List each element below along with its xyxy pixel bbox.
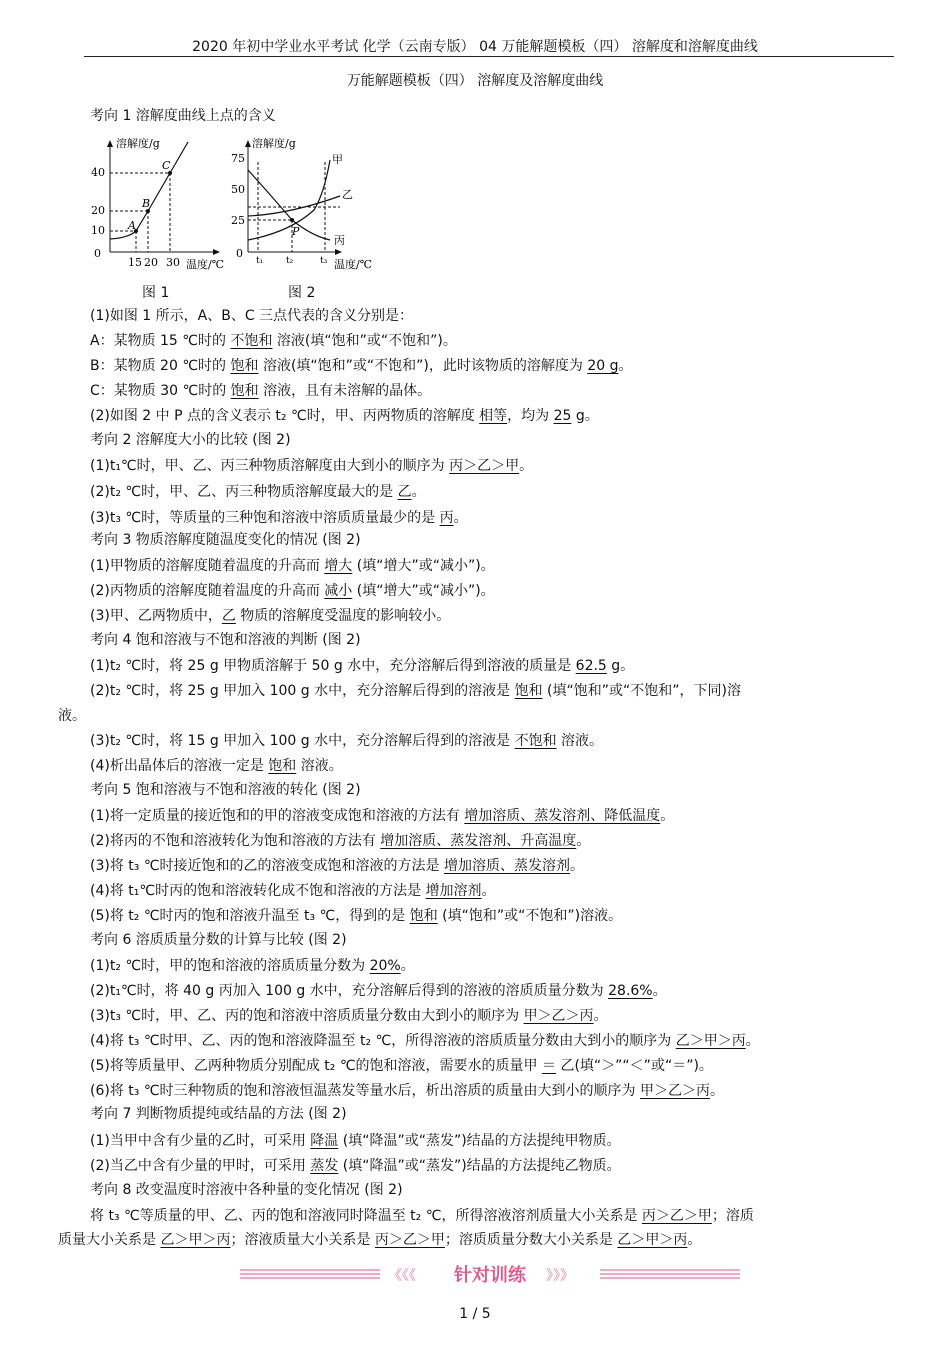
- fig1-ytick: 20: [91, 204, 105, 217]
- question-line: (2)丙物质的溶解度随着温度的升高而 减小 (填“增大”或“减小”)。: [90, 583, 495, 599]
- fig1-caption: 图 1: [142, 285, 170, 301]
- section-heading: 考向 2 溶解度大小的比较 (图 2): [90, 432, 291, 448]
- section-heading: 考向 4 饱和溶液与不饱和溶液的判断 (图 2): [90, 632, 361, 648]
- fig2-xlabel: 温度/℃: [334, 258, 373, 271]
- series-label-jia: 甲: [332, 153, 343, 166]
- doc-title: 万能解题模板（四） 溶解度及溶解度曲线: [346, 73, 604, 89]
- question-line: (1)t₁℃时，甲、乙、丙三种物质溶解度由大到小的顺序为 丙＞乙＞甲。: [90, 458, 534, 474]
- section-heading: 考向 5 饱和溶液与不饱和溶液的转化 (图 2): [90, 782, 361, 798]
- question-line: (1)将一定质量的接近饱和的甲的溶液变成饱和溶液的方法有 增加溶质、蒸发溶剂、降低温度。: [90, 808, 675, 824]
- point-label-b: B: [142, 197, 151, 210]
- answer: 20 g: [587, 358, 619, 374]
- answer: ＝: [542, 1058, 557, 1074]
- question-line: C：某物质 30 ℃时的 饱和 溶液，且有未溶解的晶体。: [90, 383, 432, 399]
- fig1-xtick: 30: [166, 256, 180, 269]
- fig1-ytick: 40: [91, 166, 105, 179]
- question-line: 将 t₃ ℃等质量的甲、乙、丙的饱和溶液同时降温至 t₂ ℃，所得溶液溶剂质量大小关系是 丙＞乙＞甲；溶质: [90, 1208, 754, 1224]
- answer: 丙＞乙＞甲: [374, 1232, 445, 1248]
- question-line: (6)将 t₃ ℃时三种物质的饱和溶液恒温蒸发等量水后，析出溶质的质量由大到小的顺序为 甲＞乙＞丙。: [90, 1083, 725, 1099]
- fig2-ylabel: 溶解度/g: [252, 137, 296, 150]
- answer: 乙＞甲＞丙: [617, 1232, 688, 1248]
- chevrons-left-icon: 《《《: [388, 1268, 416, 1284]
- answer: 不饱和: [514, 733, 557, 749]
- answer: 增加溶质、蒸发溶剂、降低温度: [464, 808, 661, 824]
- series-label-bing: 丙: [334, 234, 345, 247]
- answer: 20%: [369, 958, 401, 974]
- banner-text: 针对训练: [454, 1265, 526, 1286]
- answer: 蒸发: [310, 1158, 339, 1174]
- answer: 乙: [397, 484, 412, 500]
- section-heading: 考向 6 溶质质量分数的计算与比较 (图 2): [90, 932, 347, 948]
- answer: 饱和: [409, 908, 438, 924]
- question-line: B：某物质 20 ℃时的 饱和 溶液(填“饱和”或“不饱和”)，此时该物质的溶解度为 20 g。: [90, 358, 633, 374]
- question-line: (3)t₂ ℃时，将 15 g 甲加入 100 g 水中，充分溶解后得到的溶液是 不饱和 溶液。: [90, 733, 604, 749]
- answer: 25: [553, 408, 572, 424]
- question-line: (4)将 t₁℃时丙的饱和溶液转化成不饱和溶液的方法是 增加溶剂。: [90, 883, 496, 899]
- figure-1: [88, 132, 238, 277]
- question-line: (1)如图 1 所示，A、B、C 三点代表的含义分别是：: [90, 308, 414, 324]
- answer: 降温: [310, 1133, 339, 1149]
- answer: 甲＞乙＞丙: [640, 1083, 711, 1099]
- question-line: (1)当甲中含有少量的乙时，可采用 降温 (填“降温”或“蒸发”)结晶的方法提纯甲物质。: [90, 1133, 621, 1149]
- answer: 乙＞甲＞丙: [675, 1033, 746, 1049]
- answer: 增加溶质、蒸发溶剂: [444, 858, 571, 874]
- question-line: (5)将等质量甲、乙两种物质分别配成 t₂ ℃的饱和溶液，需要水的质量甲 ＝ 乙(填“＞”“＜”或“＝”)。: [90, 1058, 713, 1074]
- fig2-ytick: 25: [231, 214, 245, 227]
- fig1-xtick: 15: [128, 256, 142, 269]
- fig2-ytick: 75: [231, 152, 245, 165]
- question-line: (2)t₁℃时，将 40 g 丙加入 100 g 水中，充分溶解后得到的溶液的溶质质量分数为 28.6%。: [90, 983, 667, 999]
- section-heading: 考向 3 物质溶解度随温度变化的情况 (图 2): [90, 532, 361, 548]
- fig1-ytick: 10: [91, 224, 105, 237]
- question-line: (2)如图 2 中 P 点的含义表示 t₂ ℃时，甲、丙两物质的溶解度 相等，均为 25 g。: [90, 408, 599, 424]
- answer: 乙＞甲＞丙: [160, 1232, 231, 1248]
- answer: 增加溶质、蒸发溶剂、升高温度: [380, 833, 577, 849]
- answer: 相等: [479, 408, 508, 424]
- question-line-wrap: 质量大小关系是 乙＞甲＞丙；溶液质量大小关系是 丙＞乙＞甲；溶质质量分数大小关系是 乙＞甲＞丙。: [58, 1232, 702, 1248]
- figure-2: [230, 132, 390, 277]
- fig2-ytick: 0: [236, 247, 243, 260]
- question-line: (5)将 t₂ ℃时丙的饱和溶液升温至 t₃ ℃，得到的是 饱和 (填“饱和”或“不饱和”)溶液。: [90, 908, 623, 924]
- header-rule: [84, 56, 894, 57]
- fig1-xlabel: 温度/℃: [186, 258, 225, 271]
- question-line: (1)t₂ ℃时，将 25 g 甲物质溶解于 50 g 水中，充分溶解后得到溶液的质量是 62.5 g。: [90, 658, 635, 674]
- fig2-caption: 图 2: [288, 285, 316, 301]
- answer: 饱和: [230, 383, 259, 399]
- running-header: 2020 年初中学业水平考试 化学（云南专版） 04 万能解题模板（四） 溶解度和溶解度曲线: [192, 39, 758, 55]
- question-line: (2)t₂ ℃时，将 25 g 甲加入 100 g 水中，充分溶解后得到的溶液是 饱和 (填“饱和”或“不饱和”，下同)溶: [90, 683, 741, 699]
- series-label-yi: 乙: [342, 188, 353, 201]
- question-line: A：某物质 15 ℃时的 不饱和 溶液(填“饱和”或“不饱和”)。: [90, 333, 457, 349]
- question-line: (2)将丙的不饱和溶液转化为饱和溶液的方法有 增加溶质、蒸发溶剂、升高温度。: [90, 833, 591, 849]
- point-label-c: C: [162, 159, 171, 172]
- answer: 减小: [324, 583, 353, 599]
- fig2-xtick: t₂: [286, 256, 294, 266]
- answer: 饱和: [268, 758, 297, 774]
- fig1-ylabel: 溶解度/g: [116, 137, 160, 150]
- answer: 不饱和: [230, 333, 273, 349]
- answer: 62.5: [575, 658, 607, 674]
- point-label-a: A: [128, 219, 136, 232]
- answer: 甲＞乙＞丙: [523, 1008, 594, 1024]
- chevrons-right-icon: 》》》: [546, 1268, 574, 1284]
- answer: 饱和: [230, 358, 259, 374]
- answer: 28.6%: [608, 983, 653, 999]
- section-heading: 考向 8 改变温度时溶液中各种量的变化情况 (图 2): [90, 1182, 403, 1198]
- question-line: (2)t₂ ℃时，甲、乙、丙三种物质溶解度最大的是 乙。: [90, 484, 426, 500]
- answer: 丙: [439, 510, 454, 526]
- question-line-wrap: 液。: [58, 708, 86, 724]
- question-line: (2)当乙中含有少量的甲时，可采用 蒸发 (填“降温”或“蒸发”)结晶的方法提纯乙物质。: [90, 1158, 621, 1174]
- question-line: (4)析出晶体后的溶液一定是 饱和 溶液。: [90, 758, 343, 774]
- question-line: (3)甲、乙两物质中，乙 物质的溶解度受温度的影响较小。: [90, 608, 451, 624]
- point-label-p: P: [292, 225, 300, 238]
- answer: 增加溶剂: [425, 883, 482, 899]
- answer: 丙＞乙＞甲: [449, 458, 520, 474]
- question-line: (3)t₃ ℃时，甲、乙、丙的饱和溶液中溶质质量分数由大到小的顺序为 甲＞乙＞丙。: [90, 1008, 608, 1024]
- question-line: (1)甲物质的溶解度随着温度的升高而 增大 (填“增大”或“减小”)。: [90, 558, 495, 574]
- question-line: (3)t₃ ℃时，等质量的三种饱和溶液中溶质质量最少的是 丙。: [90, 510, 468, 526]
- section-heading: 考向 7 判断物质提纯或结晶的方法 (图 2): [90, 1106, 347, 1122]
- fig2-xtick: t₃: [320, 256, 328, 266]
- question-line: (3)将 t₃ ℃时接近饱和的乙的溶液变成饱和溶液的方法是 增加溶质、蒸发溶剂。: [90, 858, 585, 874]
- question-line: (1)t₂ ℃时，甲的饱和溶液的溶质质量分数为 20%。: [90, 958, 415, 974]
- fig1-ytick: 0: [94, 247, 101, 260]
- answer: 丙＞乙＞甲: [641, 1208, 712, 1224]
- answer: 饱和: [514, 683, 543, 699]
- section-heading: 考向 1 溶解度曲线上点的含义: [90, 108, 276, 124]
- practice-banner: [240, 1260, 740, 1288]
- answer: 乙: [221, 608, 236, 624]
- fig2-xtick: t₁: [256, 256, 264, 266]
- fig2-ytick: 50: [231, 183, 245, 196]
- page-number: 1 / 5: [459, 1306, 491, 1322]
- question-line: (4)将 t₃ ℃时甲、乙、丙的饱和溶液降温至 t₂ ℃，所得溶液的溶质质量分数由大到小的顺序为 乙＞甲＞丙。: [90, 1033, 760, 1049]
- fig1-xtick: 20: [144, 256, 158, 269]
- answer: 增大: [324, 558, 353, 574]
